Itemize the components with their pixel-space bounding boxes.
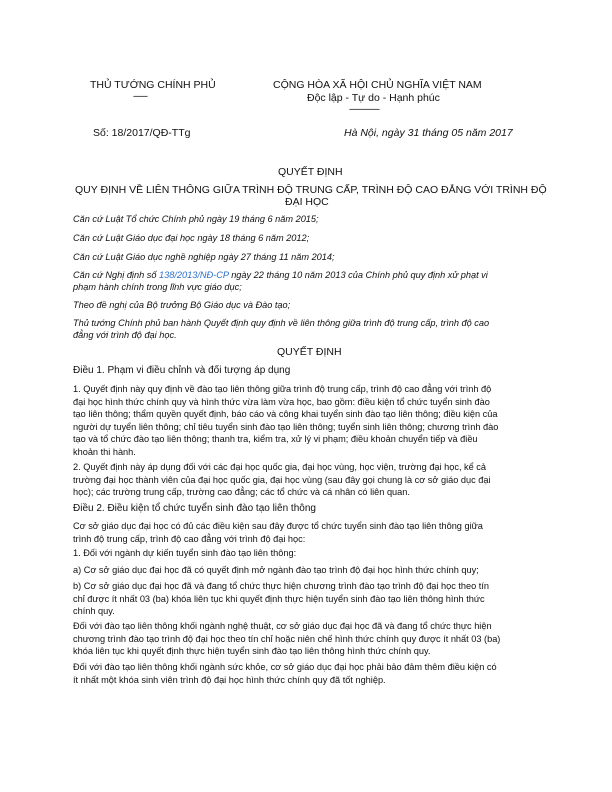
text-line: khóa liên tục khi quyết định thực hiện tuyển sinh đào tạo liên thông hình thức chính quy. [73,646,431,657]
text-line: học); các trường trung cấp, trường cao đẳng; các tổ chức và cá nhân có liên quan. [73,487,410,498]
text-line: Đối với đào tạo liên thông khối ngành nghệ thuật, cơ sở giáo dục đại học đã và đang tổ chức thực hiện [73,621,492,631]
article-2-title: Điều 2. Điều kiện tổ chức tuyển sinh đào tạo liên thông [73,503,316,514]
text-line: 1. Quyết định này quy định về đào tạo liên thông giữa trình độ trung cấp, trình độ cao đẳng với trình độ [73,384,492,394]
issuer-title: THỦ TƯỚNG CHÍNH PHỦ [90,79,216,91]
nation-separator: --------------- [349,104,379,114]
basis-1: Căn cứ Luật Tổ chức Chính phủ ngày 19 tháng 6 năm 2015; [73,214,319,224]
article-1-title: Điều 1. Phạm vi điều chỉnh và đối tượng áp dụng [73,365,291,376]
basis-6-line2: đẳng với trình độ đại học. [73,330,177,340]
article-2-arts-paragraph [73,620,543,658]
text-line: tạo liên thông; thẩm quyền quyết định, báo cáo và công khai tuyển sinh đào tạo liên thông; điều kiện của [73,409,498,420]
text-line: đại học hình thức chính quy và hình thức vừa làm vừa học, bao gồm: điều kiện tổ chức tuyển sinh đào [73,396,490,407]
decision-heading: QUYẾT ĐỊNH [277,346,342,358]
nation-motto: Độc lập - Tự do - Hạnh phúc [307,92,440,104]
basis-4-prefix: Căn cứ Nghị định số [73,270,160,280]
basis-5: Theo đề nghị của Bộ trưởng Bộ Giáo dục và Đào tạo; [73,300,291,310]
basis-3: Căn cứ Luật Giáo dục nghề nghiệp ngày 27 tháng 11 năm 2014; [73,252,335,262]
basis-2: Căn cứ Luật Giáo dục đại học ngày 18 tháng 6 năm 2012; [73,233,310,243]
basis-4 [73,269,488,282]
basis-6-line1: Thủ tướng Chính phủ ban hành Quyết định quy định về liên thông giữa trình độ trung cấp, trình độ cao [73,318,490,328]
text-line: chính quy. [73,606,115,617]
text-line: tạo và tổ chức đào tạo liên thông; thanh tra, kiểm tra, xử lý vi phạm; điều khoản chuyển tiếp và điều [73,434,478,445]
basis-4-suffix: ngày 22 tháng 10 năm 2013 của Chính phủ quy định xử phạt vi [228,270,488,280]
article-2-intro [73,520,543,545]
document-number: Số: 18/2017/QĐ-TTg [93,127,191,139]
text-line: chương trình đào tạo trình độ đại học theo tín chỉ hoặc niên chế hình thức chính quy được ít nhất 03 (ba) [73,633,501,644]
text-line: 2. Quyết định này áp dụng đối với các đại học quốc gia, đại học vùng, học viện, trường đại học, kể cả [73,462,487,472]
text-line: trình độ trung cấp, trình độ cao đẳng với trình độ đại học: [73,533,306,544]
text-line: Đối với đào tạo liên thông khối ngành sức khỏe, cơ sở giáo dục đại học phải bảo đảm thêm điều kiện có [73,662,497,672]
document-kind: QUYẾT ĐỊNH [278,166,343,178]
article-1-paragraph-2 [73,461,543,499]
text-line: chỉ được ít nhất 03 (ba) khóa liên tục khi quyết định thực hiện tuyển sinh đào tạo liên thông hình thức [73,593,485,604]
document-title-line1: QUY ĐỊNH VỀ LIÊN THÔNG GIỮA TRÌNH ĐỘ TRUNG CẤP, TRÌNH ĐỘ CAO ĐẲNG VỚI TRÌNH ĐỘ [75,184,547,196]
article-2-item-a: a) Cơ sở giáo dục đại học đã có quyết định mở ngành đào tạo trình độ đại học hình thức chính quy; [73,565,479,575]
article-2-item-1: 1. Đối với ngành dự kiến tuyển sinh đào tạo liên thông: [73,548,297,558]
text-line: ít nhất một khóa sinh viên trình độ đại học hình thức chính quy đã tốt nghiệp. [73,674,386,685]
text-line: Cơ sở giáo dục đại học có đủ các điều kiện sau đây được tổ chức tuyển sinh đào tạo liên thông giữa [73,521,483,531]
article-2-item-b [73,580,543,618]
nation-title: CỘNG HÒA XÃ HỘI CHỦ NGHĨA VIỆT NAM [273,79,482,91]
article-1-paragraph-1 [73,383,543,459]
issuer-separator: ------- [133,91,147,101]
article-2-health-paragraph [73,661,543,686]
decree-link[interactable]: 138/2013/NĐ-CP [159,270,229,280]
text-line: trường đại học thành viên của đại học quốc gia, đại học vùng (sau đây gọi chung là cơ sở giáo dục đại [73,474,491,485]
text-line: người dự tuyển liên thông; chỉ tiêu tuyển sinh đào tạo liên thông; tuyển sinh liên thông; chương trình đào [73,421,499,432]
text-line: b) Cơ sở giáo dục đại học đã và đang tổ chức thực hiện chương trình đào tạo trình độ đại học theo tín [73,581,490,591]
document-title-line2: ĐẠI HỌC [285,196,329,208]
place-date: Hà Nội, ngày 31 tháng 05 năm 2017 [344,127,513,139]
text-line: khoản thi hành. [73,446,136,457]
basis-4-line2: phạm hành chính trong lĩnh vực giáo dục; [73,282,242,292]
